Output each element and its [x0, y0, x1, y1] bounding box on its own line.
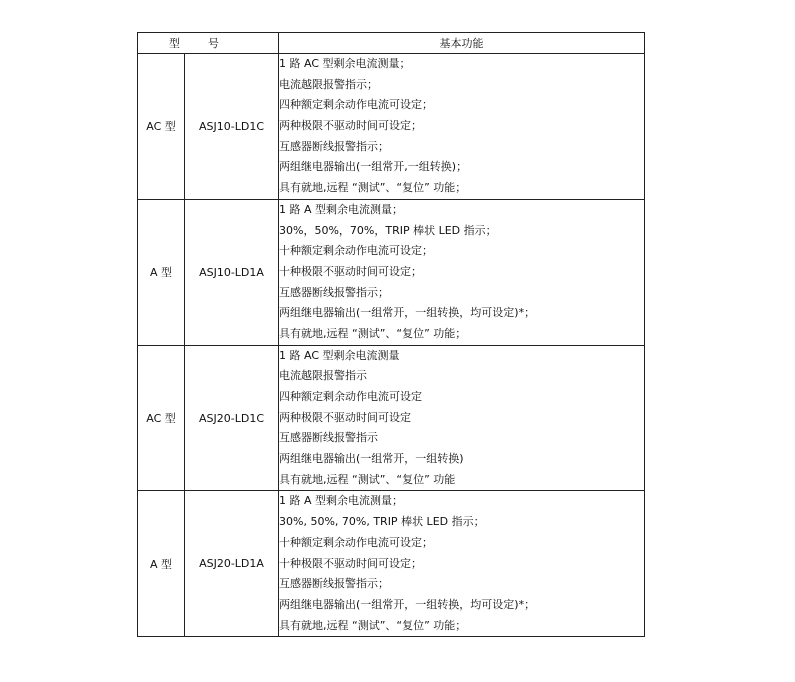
model-cell: ASJ20-LD1A — [185, 491, 279, 637]
table-row — [138, 491, 645, 637]
function-item: 电流越限报警指示； — [279, 77, 378, 91]
model-cell: ASJ10-LD1C — [185, 54, 279, 200]
table-row — [138, 199, 645, 345]
function-list-cell — [279, 199, 645, 345]
function-item: 1 路 AC 型剩余电流测量 — [279, 348, 400, 362]
model-column-header: 型号 — [138, 33, 279, 54]
function-item: 两组继电器输出(一组常开，一组转换，均可设定)*； — [279, 597, 536, 611]
function-item: 十种额定剩余动作电流可设定； — [279, 535, 433, 549]
function-item: 1 路 A 型剩余电流测量； — [279, 494, 404, 508]
function-item: 1 路 A 型剩余电流测量； — [279, 202, 404, 216]
function-column-header: 基本功能 — [279, 33, 645, 54]
function-item: 互感器断线报警指示； — [279, 577, 389, 591]
function-item: 两组继电器输出(一组常开,一组转换)； — [279, 160, 468, 174]
function-list-cell — [279, 54, 645, 200]
type-cell: A 型 — [138, 491, 185, 637]
function-item: 1 路 AC 型剩余电流测量； — [279, 57, 411, 70]
table-row — [138, 345, 645, 491]
function-item: 两种极限不驱动时间可设定； — [279, 119, 422, 133]
function-item: 互感器断线报警指示 — [279, 431, 378, 445]
function-item: 两种极限不驱动时间可设定 — [279, 410, 411, 424]
table-body — [138, 54, 645, 637]
product-spec-table — [137, 32, 645, 637]
function-item: 十种额定剩余动作电流可设定； — [279, 244, 433, 258]
function-item: 十种极限不驱动时间可设定； — [279, 264, 422, 278]
function-item: 互感器断线报警指示； — [279, 285, 389, 299]
function-item: 具有就地,远程 “测试”、“复位” 功能 — [279, 472, 456, 486]
table-header-row — [138, 33, 645, 54]
function-item: 两组继电器输出(一组常开，一组转换，均可设定)*； — [279, 306, 536, 320]
function-item: 电流越限报警指示 — [279, 369, 367, 383]
function-item: 30%，50%，70%，TRIP 棒状 LED 指示； — [279, 223, 497, 237]
function-item: 具有就地,远程 “测试”、“复位” 功能； — [279, 181, 467, 195]
table-row — [138, 54, 645, 200]
function-item: 具有就地,远程 “测试”、“复位” 功能； — [279, 618, 467, 632]
function-item: 四种额定剩余动作电流可设定 — [279, 390, 422, 403]
function-item: 具有就地,远程 “测试”、“复位” 功能； — [279, 326, 467, 340]
type-cell: AC 型 — [138, 54, 185, 200]
function-item: 30%, 50%, 70%, TRIP 棒状 LED 指示； — [279, 515, 485, 529]
function-list-cell — [279, 345, 645, 491]
model-cell: ASJ20-LD1C — [185, 345, 279, 491]
function-item: 四种额定剩余动作电流可设定； — [279, 98, 433, 112]
function-list-cell — [279, 491, 645, 637]
model-cell: ASJ10-LD1A — [185, 199, 279, 345]
function-item: 互感器断线报警指示； — [279, 139, 389, 153]
type-cell: A 型 — [138, 199, 185, 345]
function-item: 两组继电器输出(一组常开，一组转换) — [279, 452, 464, 466]
type-cell: AC 型 — [138, 345, 185, 491]
function-item: 十种极限不驱动时间可设定； — [279, 556, 422, 570]
